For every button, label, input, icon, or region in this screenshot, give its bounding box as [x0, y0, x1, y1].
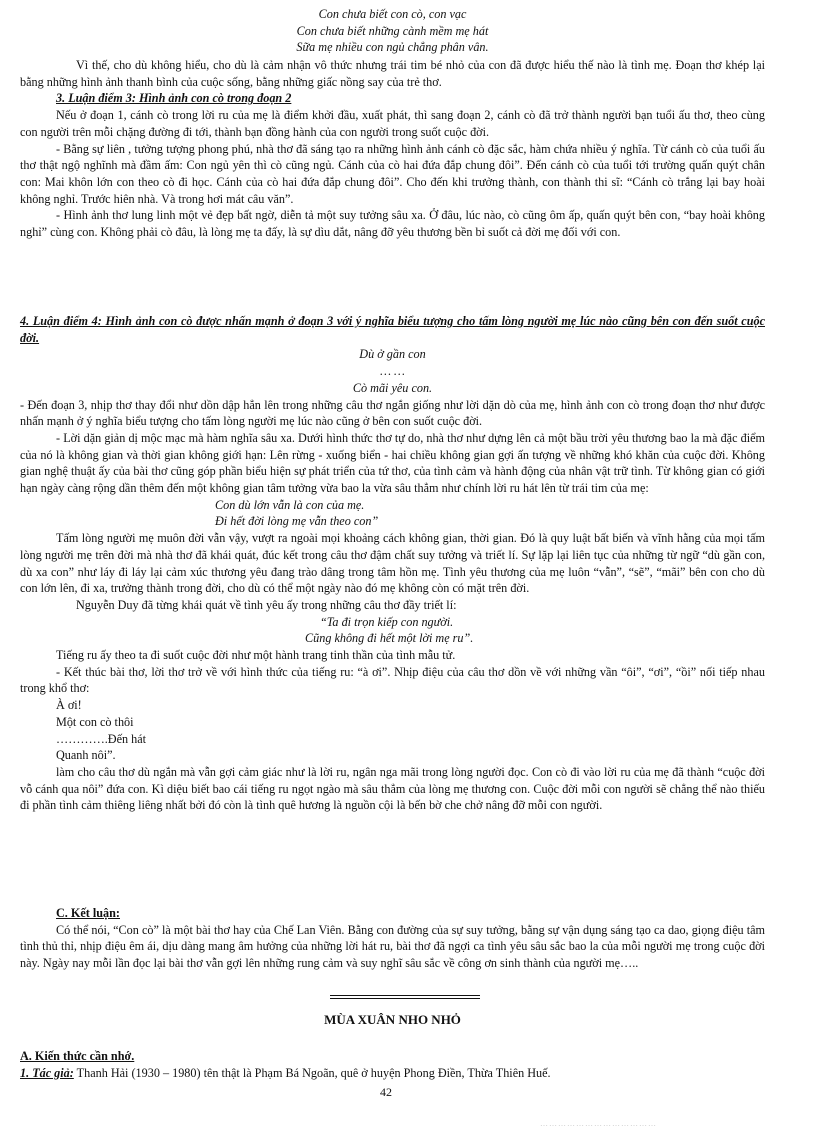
footer-dots: ………………………………… [540, 1119, 657, 1128]
paragraph: - Lời dặn giản dị mộc mạc mà hàm nghĩa sâu xa. Dưới hình thức thơ tự do, nhà thơ như dựng lên cả một bầu trời yêu thương bao la mà đặc điểm của nó là không gian và thời gian không giới hạn: Lên rừng - xuống biển - hai chiều không gian gợi ấn tượng về những khó khăn của cuộc đời. Không gian nghệ thuật ấy của bài thơ cũng góp phần biểu hiện sự phát triển của tứ thơ, của tình cảm và hành động của nhân vật trữ tình. Từ không gian có giới hạn ngày càng rộng dần thêm đến một không gian tâm tưởng vừa bao la vừa sâu thẳm như chính lời ru hát lên từ trái tim của mẹ: [20, 430, 765, 496]
paragraph: - Kết thúc bài thơ, lời thơ trở về với hình thức của tiếng ru: “à ơi”. Nhịp điệu của câu thơ dồn về với những vần “ôi”, “ơi”, “ồi” nối tiếp nhau trong khổ thơ: [20, 664, 765, 696]
new-section [20, 1048, 765, 1081]
heading-luan-diem-3 [20, 90, 765, 107]
section-3 [20, 57, 765, 241]
poem-line: Sữa mẹ nhiều con ngủ chẳng phân vân. [296, 40, 489, 55]
poem-line: Đi hết đời lòng mẹ vẫn theo con” [215, 514, 379, 529]
poem-line: Quanh nôi”. [56, 748, 116, 763]
poem-line: Con chưa biết con cò, con vạc [318, 7, 467, 21]
poem-line: Cò mãi yêu con. [352, 380, 433, 395]
paragraph: Tiếng ru ấy theo ta đi suốt cuộc đời như một hành trang tinh thần của tình mẫu tử. [56, 648, 456, 663]
heading-text: A. Kiến thức cần nhớ. [20, 1049, 135, 1063]
heading-text: 3. Luận điểm 3: Hình ảnh con cò trong đoạn 2 [56, 91, 292, 106]
poem-line: Con dù lớn vẫn là con của mẹ. [215, 497, 365, 512]
conclusion [20, 905, 765, 972]
poem-line: … … [380, 364, 405, 379]
poem-top [20, 6, 765, 56]
heading-ket-luan [20, 905, 765, 922]
section-title: MÙA XUÂN NHO NHỎ [324, 1012, 461, 1027]
poem-line: Cũng không đi hết một lời mẹ ru”. [305, 631, 474, 646]
paragraph: - Đến đoạn 3, nhịp thơ thay đổi như dồn dập hẳn lên trong những câu thơ ngắn giống như lời dặn dò của mẹ, hình ảnh con cò trong đoạn thơ như được nhấn mạnh ở ý nghĩa biểu tượng cho tấm lòng người mẹ lúc nào cũng ở bên con suốt cuộc đời. [20, 397, 765, 429]
page-number: 42 [380, 1085, 392, 1099]
poem-line: Con chưa biết những cành mềm mẹ hát [296, 23, 489, 38]
paragraph: - Bằng sự liên , tưởng tượng phong phú, nhà thơ đã sáng tạo ra những hình ảnh cánh cò đặc sắc, hàm chứa nhiều ý nghĩa. Từ cánh cò của tuổi ấu thơ thật ngộ nghĩnh mà đầm ấm: Con ngủ yên thì cò cũng ngủ. Cánh của cò hai đứa đắp chung đôi”. Đến cánh cò của tuổi tới trường quấn quýt chân con: Mai khôn lớn con theo cò đi học. Cánh của cò hai đứa đắp chung đôi”. Cho đến khi trưởng thành, con thành thi sĩ: “Cánh cò trắng lại bay hoài không nghỉ. Trước hiên nhà. Và trong hơi mát câu văn”. [20, 141, 765, 206]
poem-line: Một con cò thôi [56, 714, 134, 729]
paragraph: Tấm lòng người mẹ muôn đời vẫn vậy, vượt ra ngoài mọi khoảng cách không gian, thời gian. Đó là quy luật bất biến và vĩnh hằng của mọi tấm lòng người mẹ trên đời mà nhà thơ đã khái quát, đúc kết trong câu thơ đậm chất suy tưởng và triết lí. Sự lặp lại liên tục của những từ ngữ “dù gần con, dù xa con” như láy đi láy lại cảm xúc thương yêu đang trào dâng trong tâm hồn mẹ. Tình yêu thương của mẹ luôn “vẫn”, “sẽ”, “mãi” bên con cho dù con lớn lên, đi xa, trưởng thành trong đời, cho dù có thể một ngày nào đó mẹ không còn có mặt trên đời. [20, 531, 765, 596]
paragraph-vi-the: Vì thế, cho dù không hiểu, cho dù là cảm nhận vô thức nhưng trái tim bé nhỏ của con đã được hiểu thế nào là tình mẹ. Đoạn thơ khép lại bằng những hình ảnh thanh bình của cuộc sống, bằng những giấc nồng say của trẻ thơ. [20, 58, 765, 89]
paragraph: Có thể nói, “Con cò” là một bài thơ hay của Chế Lan Viên. Bằng con đường của sự suy tưởng, bằng sự vận dụng sáng tạo ca dao, giọng điệu tâm tình thủ thỉ, nhịp điệu êm ái, dịu dàng mang âm hưởng của những lời hát ru, bài thơ đã ngợi ca tình yêu sâu sắc bao la của mỗi người mẹ trong cuộc đời này. Ngày nay mỗi lần đọc lại bài thơ vẫn gợi lên những rung cảm và suy nghĩ sâu sắc về công ơn sinh thành của người mẹ….. [20, 922, 765, 971]
author-label: 1. Tác giả: [20, 1065, 74, 1080]
heading-luan-diem-4 [20, 313, 765, 346]
poem-line: ………….Đến hát [56, 731, 147, 746]
paragraph: Nguyễn Duy đã từng khái quát về tình yêu ấy trong những câu thơ đầy triết lí: [76, 597, 457, 612]
section-4 [20, 313, 765, 814]
poem-line: Dù ở gần con [359, 347, 426, 362]
double-rule [330, 995, 480, 1001]
paragraph: Nếu ở đoạn 1, cánh cò trong lời ru của mẹ là điểm khởi đầu, xuất phát, thì sang đoạn 2, cánh cò đã trở thành người bạn tuổi ấu thơ, theo cùng con người trên mỗi chặng đường đi tới, thành bạn đồng hành của con người trong suốt cuộc đời. [20, 108, 765, 139]
author-text: Thanh Hải (1930 – 1980) tên thật là Phạm Bá Ngoãn, quê ở huyện Phong Điền, Thừa Thiên Huế. [73, 1065, 551, 1080]
heading-a [20, 1048, 765, 1065]
poem-line: “Ta đi trọn kiếp con người. [320, 614, 454, 629]
paragraph: - Hình ảnh thơ lung linh một vẻ đẹp bất ngờ, diễn tả một suy tưởng sâu xa. Ở đâu, lúc nào, cò cũng ôm ấp, quấn quýt bên con, “bay hoài không nghỉ” cùng con. Không phải cò đâu, là lòng mẹ ta đấy, là sự dìu dắt, nâng đỡ yêu thương bền bỉ suốt cả đời mẹ đối với con. [20, 208, 765, 240]
paragraph: làm cho câu thơ dù ngắn mà vẫn gợi cảm giác như là lời ru, ngân nga mãi trong lòng người đọc. Con cò đi vào lời ru của mẹ đã thành “cuộc đời vỗ cánh qua nôi” đứa con. Kì diệu biết bao cái tiếng ru ngọt ngào mà sâu thẳm của lòng mẹ thương con. Cuộc đời mỗi con người sẽ chẳng thể nào thiếu đi phần tình cảm thiêng liêng nhất bởi đó còn là tình quê hương là nguồn cội là bến bờ che chở nâng đỡ mỗi con người. [20, 764, 765, 813]
heading-text: 4. Luận điểm 4: Hình ảnh con cò được nhấn mạnh ở đoạn 3 với ý nghĩa biểu tượng cho tấm lòng người mẹ lúc nào cũng bên con đến suốt cuộc đời. [20, 314, 765, 345]
author-line [20, 1065, 765, 1082]
heading-text: C. Kết luận: [56, 906, 120, 920]
poem-line: À ơi! [56, 698, 82, 713]
